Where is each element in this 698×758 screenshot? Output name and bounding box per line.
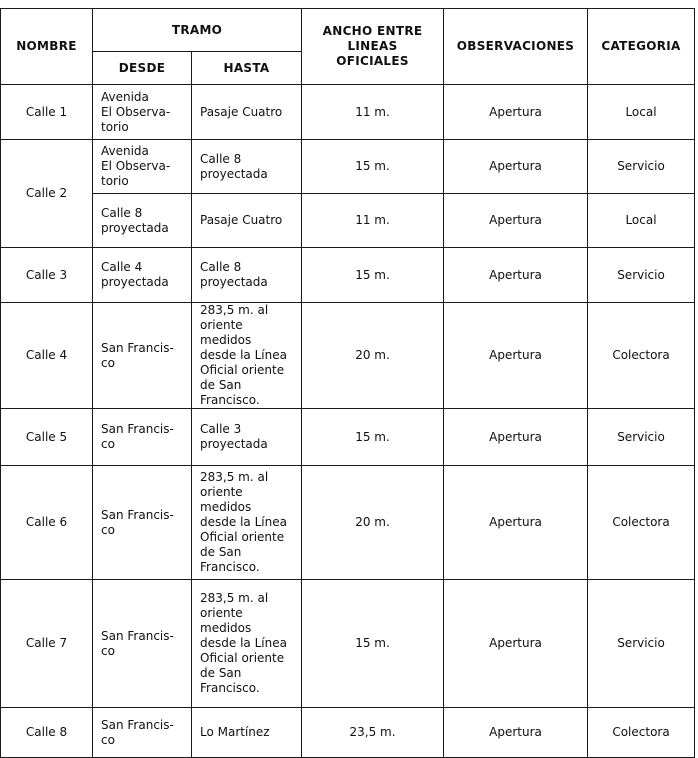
cell-categoria: Local	[588, 85, 695, 140]
header-observaciones: OBSERVACIONES	[444, 9, 588, 85]
cell-observaciones: Apertura	[444, 248, 588, 303]
cell-nombre: Calle 2	[1, 140, 93, 248]
table-row	[1, 409, 695, 466]
cell-hasta: 283,5 m. al oriente medidos desde la Línea Oficial oriente de San Francisco.	[192, 466, 302, 580]
cell-hasta: Calle 8 proyectada	[192, 248, 302, 303]
header-ancho: ANCHO ENTRE LINEAS OFICIALES	[302, 9, 444, 85]
table-row	[1, 303, 695, 409]
cell-desde: San Francis- co	[93, 303, 192, 409]
cell-desde: Calle 4 proyectada	[93, 248, 192, 303]
cell-nombre: Calle 7	[1, 580, 93, 708]
cell-ancho: 11 m.	[302, 85, 444, 140]
table-row	[1, 140, 695, 194]
cell-observaciones: Apertura	[444, 580, 588, 708]
cell-hasta: Calle 8 proyectada	[192, 140, 302, 194]
cell-ancho: 15 m.	[302, 140, 444, 194]
cell-desde: Calle 8 proyectada	[93, 194, 192, 248]
cell-desde: Avenida El Observa- torio	[93, 140, 192, 194]
cell-categoria: Colectora	[588, 466, 695, 580]
cell-nombre: Calle 5	[1, 409, 93, 466]
header-tramo: TRAMO	[93, 9, 302, 52]
cell-categoria: Servicio	[588, 248, 695, 303]
cell-observaciones: Apertura	[444, 85, 588, 140]
cell-ancho: 23,5 m.	[302, 708, 444, 758]
cell-observaciones: Apertura	[444, 303, 588, 409]
cell-ancho: 11 m.	[302, 194, 444, 248]
cell-ancho: 20 m.	[302, 303, 444, 409]
cell-categoria: Servicio	[588, 409, 695, 466]
cell-hasta: 283,5 m. al oriente medidos desde la Línea Oficial oriente de San Francisco.	[192, 303, 302, 409]
cell-observaciones: Apertura	[444, 466, 588, 580]
cell-nombre: Calle 8	[1, 708, 93, 758]
cell-ancho: 15 m.	[302, 248, 444, 303]
header-desde: DESDE	[93, 52, 192, 85]
cell-hasta: Pasaje Cuatro	[192, 85, 302, 140]
cell-categoria: Servicio	[588, 140, 695, 194]
cell-desde: San Francis- co	[93, 466, 192, 580]
cell-nombre: Calle 1	[1, 85, 93, 140]
header-nombre: NOMBRE	[1, 9, 93, 85]
cell-ancho: 15 m.	[302, 580, 444, 708]
header-categoria: CATEGORIA	[588, 9, 695, 85]
cell-hasta: Pasaje Cuatro	[192, 194, 302, 248]
cell-categoria: Colectora	[588, 708, 695, 758]
cell-observaciones: Apertura	[444, 140, 588, 194]
cell-observaciones: Apertura	[444, 409, 588, 466]
cell-hasta: 283,5 m. al oriente medidos desde la Línea Oficial oriente de San Francisco.	[192, 580, 302, 708]
cell-observaciones: Apertura	[444, 194, 588, 248]
cell-ancho: 15 m.	[302, 409, 444, 466]
table-row	[1, 708, 695, 758]
cell-desde: San Francis- co	[93, 708, 192, 758]
cell-desde: Avenida El Observa- torio	[93, 85, 192, 140]
cell-hasta: Lo Martínez	[192, 708, 302, 758]
streets-table	[0, 8, 695, 758]
table-row	[1, 248, 695, 303]
cell-desde: San Francis- co	[93, 580, 192, 708]
table-row	[1, 194, 695, 248]
cell-nombre: Calle 3	[1, 248, 93, 303]
table-row	[1, 580, 695, 708]
cell-categoria: Local	[588, 194, 695, 248]
header-hasta: HASTA	[192, 52, 302, 85]
cell-categoria: Colectora	[588, 303, 695, 409]
cell-desde: San Francis- co	[93, 409, 192, 466]
cell-observaciones: Apertura	[444, 708, 588, 758]
cell-categoria: Servicio	[588, 580, 695, 708]
cell-ancho: 20 m.	[302, 466, 444, 580]
cell-nombre: Calle 4	[1, 303, 93, 409]
cell-nombre: Calle 6	[1, 466, 93, 580]
table-row	[1, 466, 695, 580]
cell-hasta: Calle 3 proyectada	[192, 409, 302, 466]
table-row	[1, 85, 695, 140]
